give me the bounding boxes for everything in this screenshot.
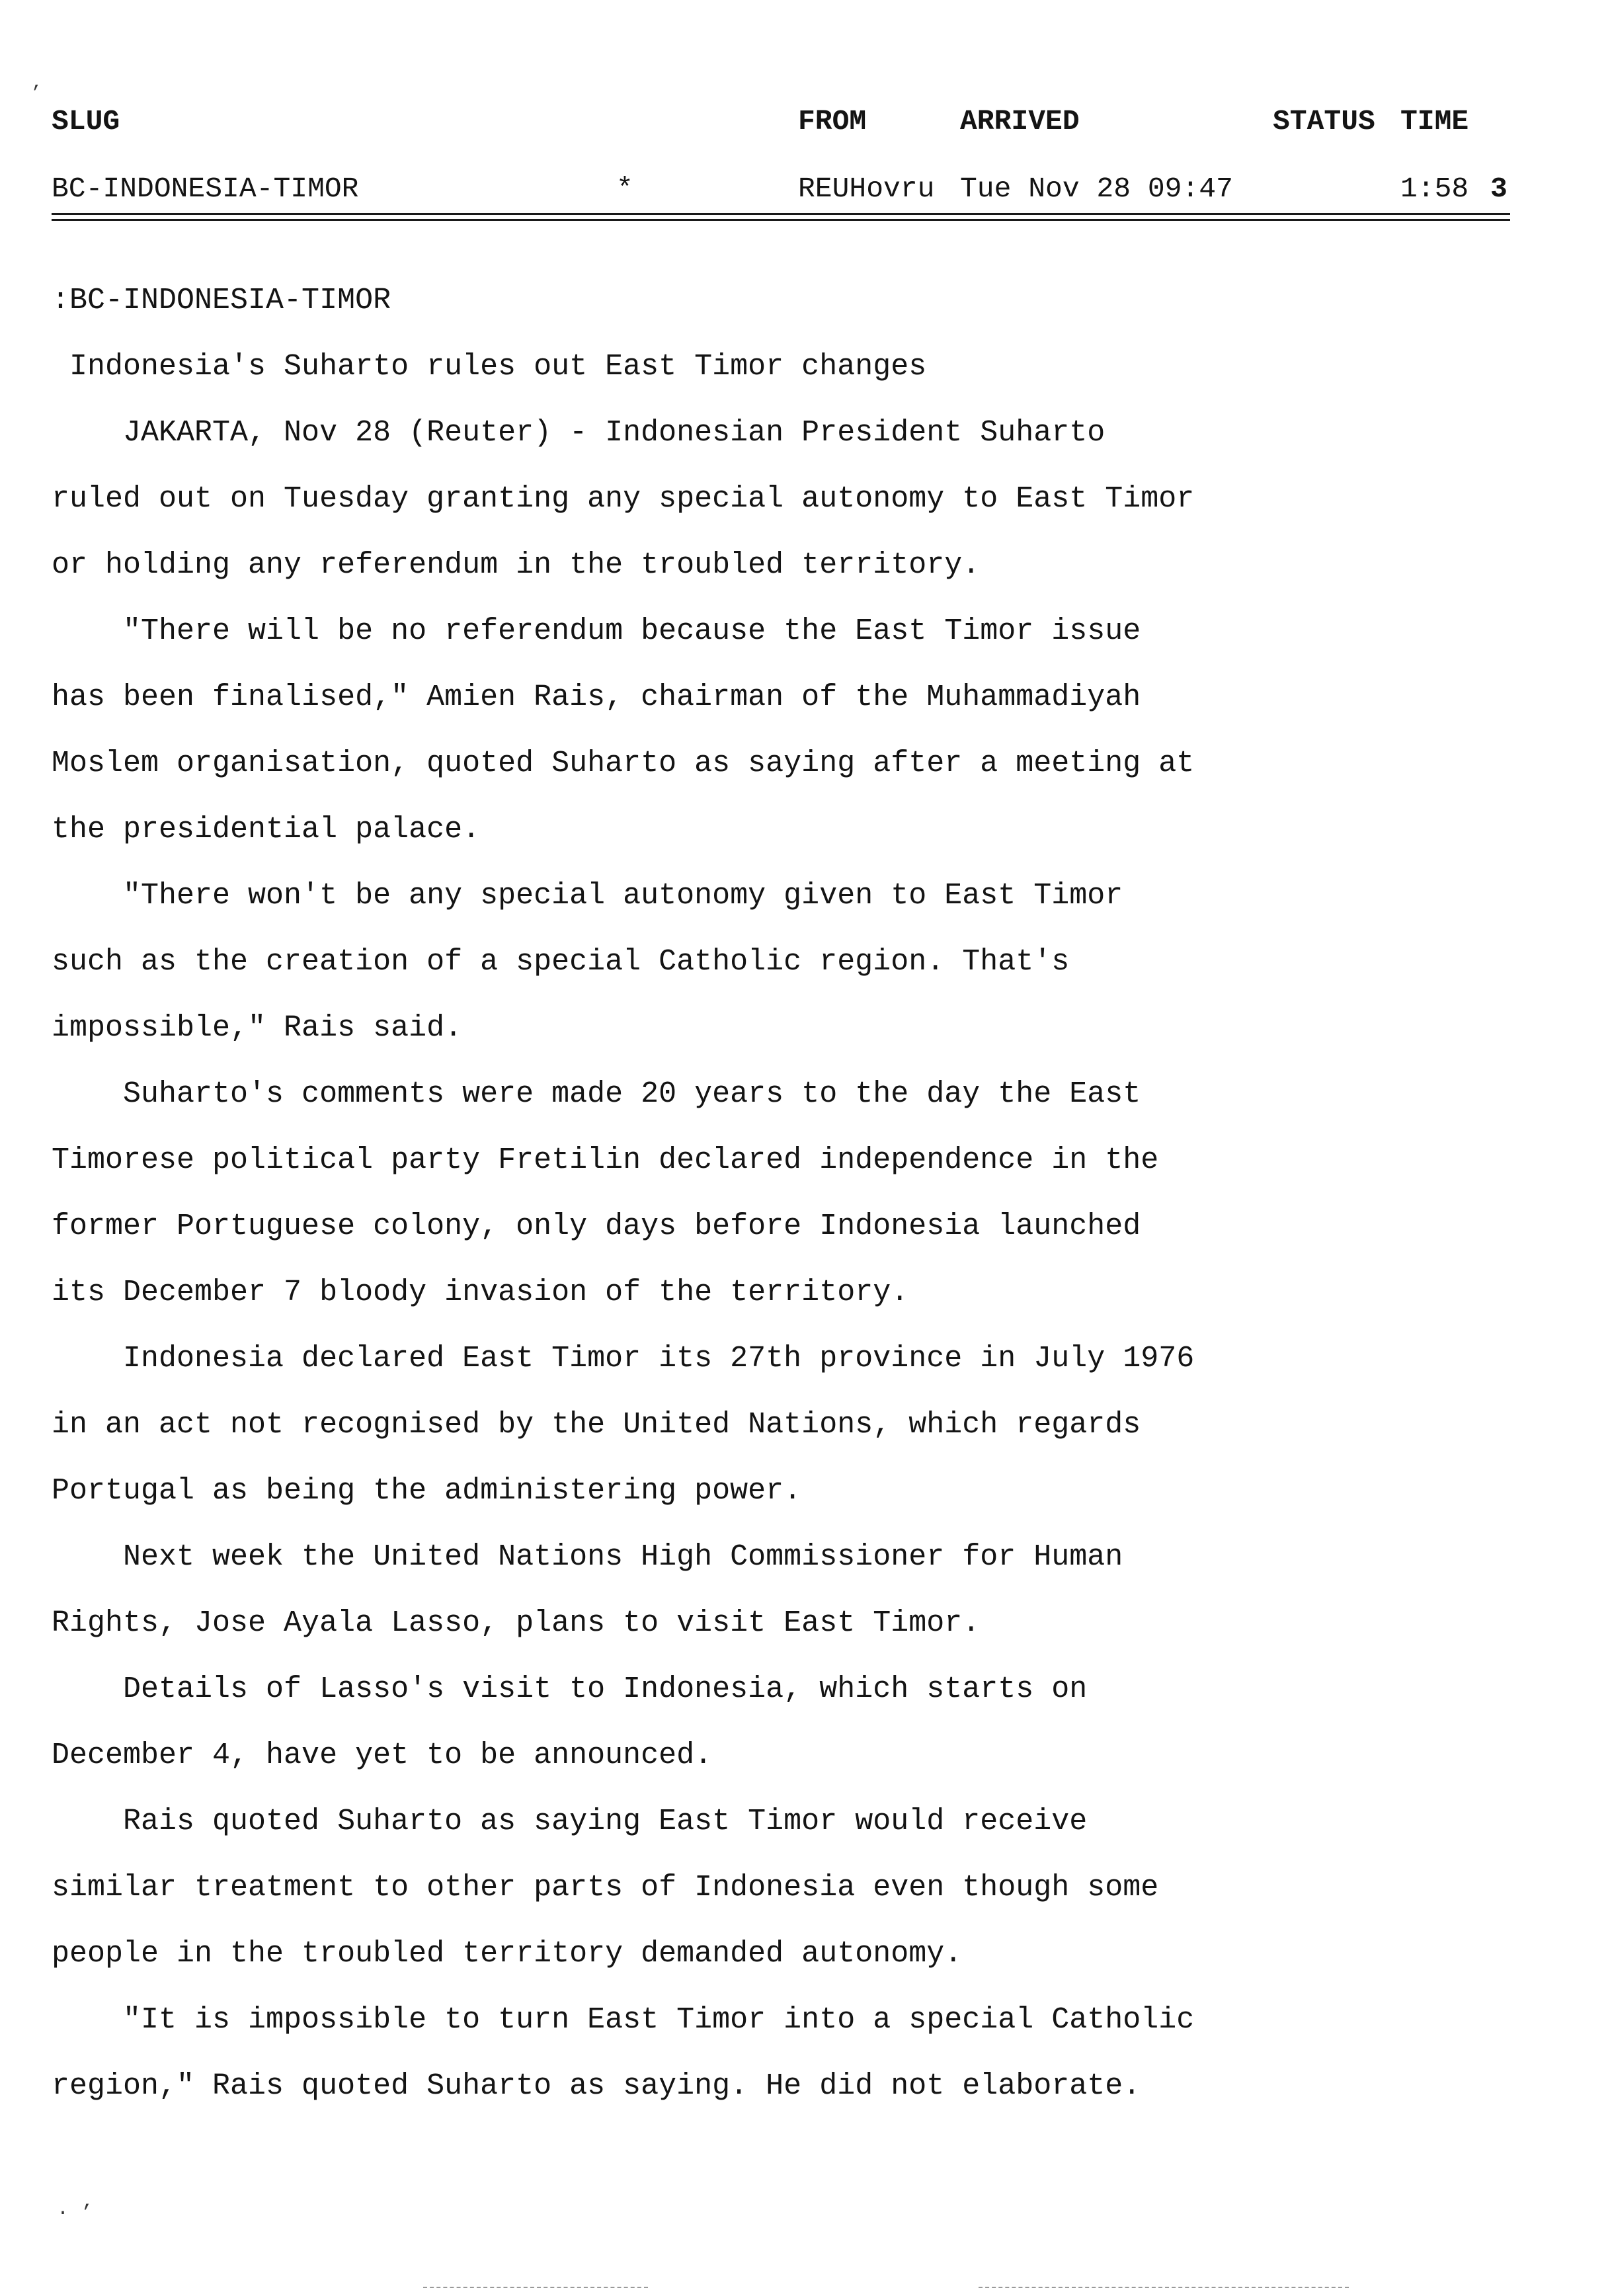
- story-line: "It is impossible to turn East Timor into a special Catholic: [52, 2003, 1195, 2037]
- time-label: TIME: [1400, 105, 1469, 138]
- story-line: "There won't be any special autonomy given to East Timor: [52, 879, 1123, 913]
- story-line: December 4, have yet to be announced.: [52, 1739, 713, 1772]
- story-line: former Portuguese colony, only days before Indonesia launched: [52, 1210, 1141, 1243]
- story-line: or holding any referendum in the troubled territory.: [52, 548, 981, 582]
- story-line: Portugal as being the administering power.: [52, 1474, 802, 1508]
- story-line: Rights, Jose Ayala Lasso, plans to visit East Timor.: [52, 1606, 981, 1640]
- story-line: Indonesia's Suharto rules out East Timor changes: [52, 350, 927, 384]
- story-line: Indonesia declared East Timor its 27th province in July 1976: [52, 1342, 1195, 1375]
- story-line: Next week the United Nations High Commissioner for Human: [52, 1540, 1123, 1574]
- story-line: people in the troubled territory demanded autonomy.: [52, 1937, 963, 1971]
- slug-value: BC-INDONESIA-TIMOR: [52, 173, 359, 205]
- story-line: "There will be no referendum because the East Timor issue: [52, 614, 1141, 648]
- scan-mark-top-left: ’: [30, 83, 42, 104]
- story-line: Details of Lasso's visit to Indonesia, which starts on: [52, 1672, 1088, 1706]
- scan-edge-bottom-right: [979, 2287, 1349, 2288]
- story-line: region," Rais quoted Suharto as saying. He did not elaborate.: [52, 2069, 1141, 2103]
- story-line: Suharto's comments were made 20 years to the day the East: [52, 1077, 1141, 1111]
- scan-mark-bottom-left: · ’: [57, 2202, 93, 2225]
- story-line: impossible," Rais said.: [52, 1011, 463, 1045]
- story-line: such as the creation of a special Catholic region. That's: [52, 945, 1070, 979]
- from-label: FROM: [798, 105, 867, 138]
- story-line: in an act not recognised by the United Nations, which regards: [52, 1408, 1141, 1442]
- arrived-label: ARRIVED: [960, 105, 1080, 138]
- story-line: Timorese political party Fretilin declared independence in the: [52, 1143, 1159, 1177]
- story-line: similar treatment to other parts of Indonesia even though some: [52, 1871, 1159, 1905]
- story-line: JAKARTA, Nov 28 (Reuter) - Indonesian President Suharto: [52, 416, 1106, 450]
- header-rule-bottom: [52, 219, 1510, 221]
- arrived-value: Tue Nov 28 09:47: [960, 173, 1233, 205]
- status-value: 3: [1490, 173, 1508, 205]
- story-line: Rais quoted Suharto as saying East Timor would receive: [52, 1805, 1088, 1838]
- header-rule-top: [52, 213, 1510, 215]
- slug-label: SLUG: [52, 105, 120, 138]
- story-line: ruled out on Tuesday granting any special autonomy to East Timor: [52, 482, 1195, 516]
- story-line: has been finalised," Amien Rais, chairman of the Muhammadiyah: [52, 680, 1141, 714]
- story-line: its December 7 bloody invasion of the territory.: [52, 1276, 909, 1309]
- scan-edge-bottom: [423, 2287, 648, 2288]
- from-value: REUHovru: [798, 173, 935, 205]
- time-value: 1:58: [1400, 173, 1469, 205]
- priority-mark: *: [616, 173, 633, 205]
- story-body: [52, 268, 1506, 2119]
- story-line: the presidential palace.: [52, 813, 481, 846]
- status-label: STATUS: [1273, 105, 1375, 138]
- story-line: :BC-INDONESIA-TIMOR: [52, 284, 391, 317]
- story-line: Moslem organisation, quoted Suharto as saying after a meeting at: [52, 747, 1195, 780]
